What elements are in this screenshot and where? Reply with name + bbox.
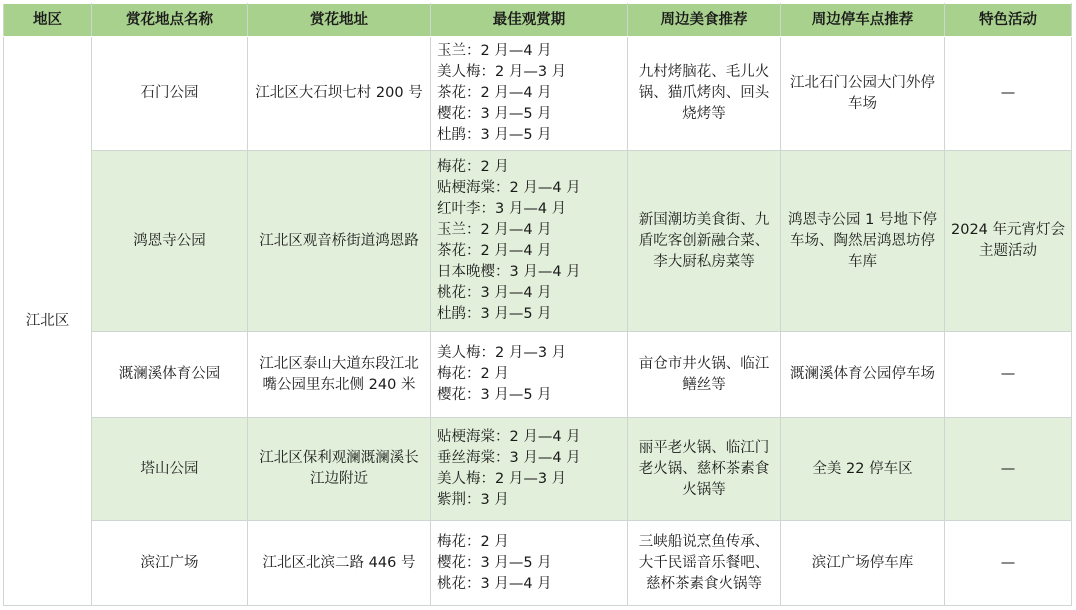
- period-line: 樱花：3 月—5 月: [437, 554, 552, 571]
- special-activity: 2024 年元宵灯会主题活动: [945, 151, 1072, 332]
- location-address: 江北区北滨二路 446 号: [248, 521, 431, 606]
- special-activity: —: [945, 521, 1072, 606]
- period-line: 梅花：2 月: [437, 366, 509, 382]
- period-line: 茶花：2 月—4 月: [437, 243, 552, 259]
- viewing-period: [431, 151, 628, 332]
- header-parking: 周边停车点推荐: [781, 4, 945, 37]
- location-address: 江北区观音桥街道鸿恩路: [248, 151, 431, 332]
- table-row: [4, 151, 1072, 332]
- period-line: 贴梗海棠：2 月—4 月: [437, 180, 581, 196]
- parking-recommendation: 滨江广场停车库: [781, 521, 945, 606]
- special-activity: —: [945, 418, 1072, 521]
- period-line: 茶花：2 月—4 月: [437, 85, 552, 101]
- special-activity: —: [945, 332, 1072, 418]
- period-line: 玉兰：2 月—4 月: [437, 43, 552, 59]
- header-district: 地区: [4, 4, 92, 37]
- food-recommendation: 丽平老火锅、临江门老火锅、慈杯茶素食火锅等: [628, 418, 781, 521]
- viewing-period: [431, 521, 628, 606]
- parking-recommendation: 全美 22 停车区: [781, 418, 945, 521]
- food-recommendation: 三峡船说烹鱼传承、大千民谣音乐餐吧、慈杯茶素食火锅等: [628, 521, 781, 606]
- period-line: 樱花：3 月—5 月: [437, 387, 552, 403]
- table-row: [4, 37, 1072, 151]
- period-line: 玉兰：2 月—4 月: [437, 222, 552, 238]
- period-line: 樱花：3 月—5 月: [437, 106, 552, 122]
- parking-recommendation: 江北石门公园大门外停车场: [781, 37, 945, 151]
- period-line: 红叶李：3 月—4 月: [437, 201, 567, 217]
- period-line: 垂丝海棠：3 月—4 月: [437, 450, 581, 466]
- location-name: 塔山公园: [92, 418, 248, 521]
- period-line: 美人梅：2 月—3 月: [437, 345, 567, 361]
- header-period: 最佳观赏期: [431, 4, 628, 37]
- period-line: 桃花：3 月—4 月: [437, 285, 552, 301]
- location-name: 石门公园: [92, 37, 248, 151]
- period-line: 梅花：2 月: [437, 159, 509, 175]
- table-row: [4, 332, 1072, 418]
- header-activity: 特色活动: [945, 4, 1072, 37]
- parking-recommendation: 鸿恩寺公园 1 号地下停车场、陶然居鸿恩坊停车库: [781, 151, 945, 332]
- header-row: [4, 4, 1072, 37]
- food-recommendation: 亩仓市井火锅、临江鳝丝等: [628, 332, 781, 418]
- location-address: 江北区保利观澜溉澜溪长江边附近: [248, 418, 431, 521]
- parking-recommendation: 溉澜溪体育公园停车场: [781, 332, 945, 418]
- location-name: 滨江广场: [92, 521, 248, 606]
- period-line: 杜鹃：3 月—5 月: [437, 127, 552, 143]
- table-row: [4, 521, 1072, 606]
- header-name: 赏花地点名称: [92, 4, 248, 37]
- period-line: 梅花：2 月: [437, 533, 509, 550]
- header-food: 周边美食推荐: [628, 4, 781, 37]
- location-name: 溉澜溪体育公园: [92, 332, 248, 418]
- viewing-period: [431, 332, 628, 418]
- location-address: 江北区泰山大道东段江北嘴公园里东北侧 240 米: [248, 332, 431, 418]
- header-address: 赏花地址: [248, 4, 431, 37]
- food-recommendation: 新国潮坊美食街、九盾吃客创新融合菜、李大厨私房菜等: [628, 151, 781, 332]
- location-address: 江北区大石坝七村 200 号: [248, 37, 431, 151]
- viewing-period: [431, 37, 628, 151]
- flower-viewing-table: [3, 3, 1072, 606]
- period-line: 贴梗海棠：2 月—4 月: [437, 429, 581, 445]
- period-line: 紫荆：3 月: [437, 492, 509, 508]
- food-recommendation: 九村烤脑花、毛儿火锅、猫爪烤肉、回头烧烤等: [628, 37, 781, 151]
- period-line: 美人梅：2 月—3 月: [437, 471, 567, 487]
- period-line: 日本晚樱：3 月—4 月: [437, 264, 581, 280]
- table-row: [4, 418, 1072, 521]
- period-line: 桃花：3 月—4 月: [437, 575, 552, 592]
- period-line: 杜鹃：3 月—5 月: [437, 306, 552, 322]
- special-activity: —: [945, 37, 1072, 151]
- viewing-period: [431, 418, 628, 521]
- district-cell: 江北区: [4, 37, 92, 606]
- location-name: 鸿恩寺公园: [92, 151, 248, 332]
- period-line: 美人梅：2 月—3 月: [437, 64, 567, 80]
